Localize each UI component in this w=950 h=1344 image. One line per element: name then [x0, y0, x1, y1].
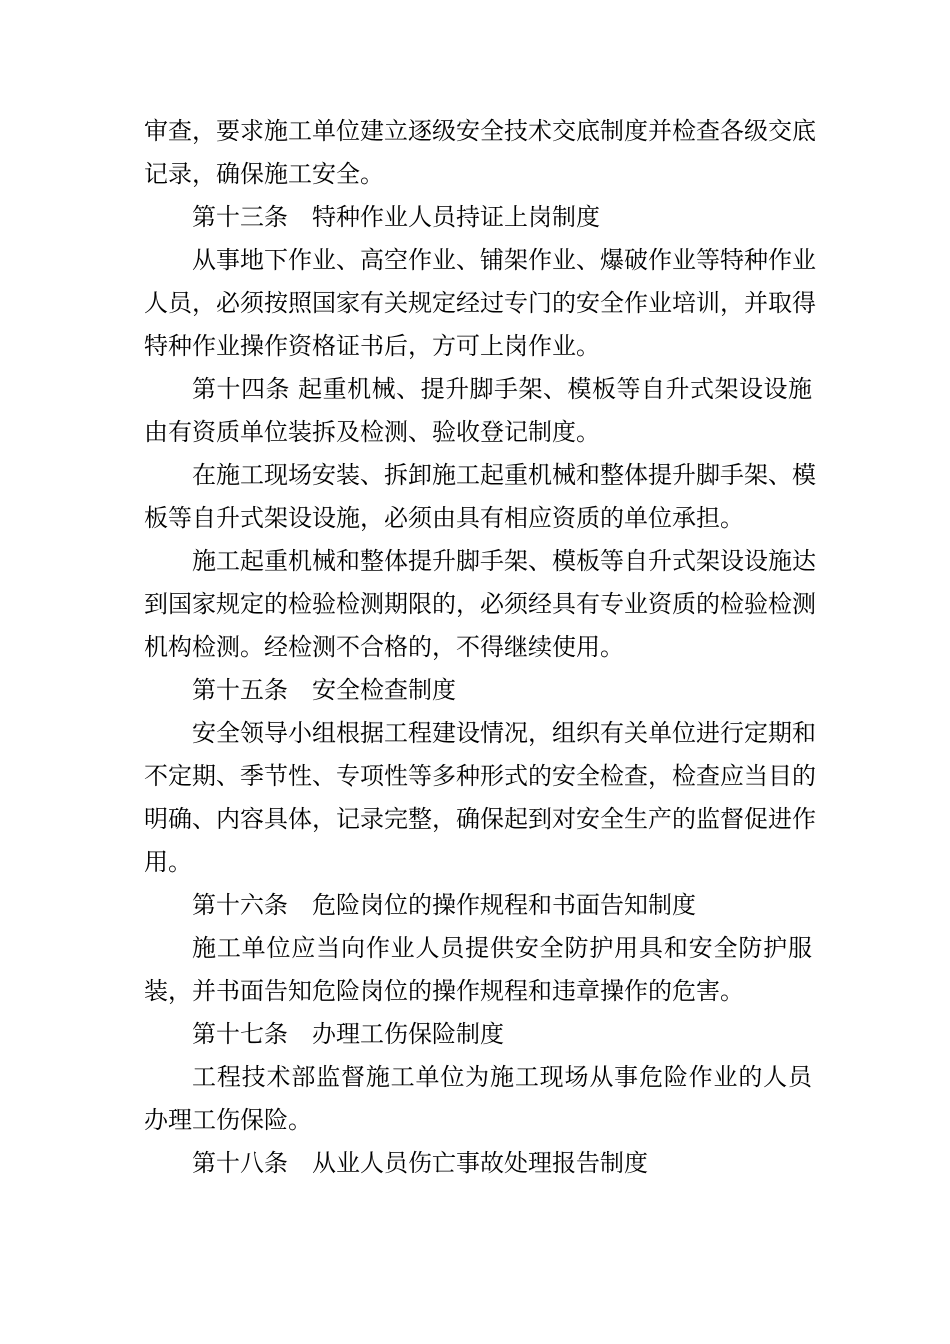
body-paragraph	[144, 540, 816, 669]
body-paragraph	[144, 712, 816, 884]
text-line: 记录，确保施工安全。	[144, 160, 384, 188]
text-line: 在施工现场安装、拆卸施工起重机械和整体提升脚手架、模	[192, 461, 816, 489]
text-line: 施工起重机械和整体提升脚手架、模板等自升式架设设施达	[192, 547, 816, 575]
text-line: 人员，必须按照国家有关规定经过专门的安全作业培训，并取得	[144, 289, 816, 317]
article-16-heading	[144, 884, 812, 927]
text-line: 装，并书面告知危险岗位的操作规程和违章操作的危害。	[144, 977, 744, 1005]
document-page	[144, 110, 816, 1185]
article-14-heading	[144, 368, 812, 454]
heading-line: 第十六条 危险岗位的操作规程和书面告知制度	[192, 891, 696, 919]
heading-line: 第十五条 安全检查制度	[192, 676, 456, 704]
text-line: 工程技术部监督施工单位为施工现场从事危险作业的人员	[192, 1063, 812, 1091]
article-13-heading	[144, 196, 812, 239]
text-line: 从事地下作业、高空作业、铺架作业、爆破作业等特种作业	[192, 246, 816, 274]
text-line: 板等自升式架设设施，必须由具有相应资质的单位承担。	[144, 504, 744, 532]
body-paragraph	[144, 1056, 812, 1142]
heading-line: 第十三条 特种作业人员持证上岗制度	[192, 203, 600, 231]
heading-line: 第十八条 从业人员伤亡事故处理报告制度	[192, 1149, 648, 1177]
heading-line: 由有资质单位装拆及检测、验收登记制度。	[144, 418, 600, 446]
text-line: 办理工伤保险。	[144, 1106, 312, 1134]
text-line: 到国家规定的检验检测期限的，必须经具有专业资质的检验检测	[144, 590, 816, 618]
body-paragraph	[144, 927, 812, 1013]
article-17-heading	[144, 1013, 812, 1056]
text-line: 特种作业操作资格证书后，方可上岗作业。	[144, 332, 600, 360]
body-paragraph	[144, 239, 816, 368]
heading-line: 第十四条 起重机械、提升脚手架、模板等自升式架设设施	[192, 375, 812, 403]
text-line: 不定期、季节性、专项性等多种形式的安全检查，检查应当目的	[144, 762, 816, 790]
text-line: 安全领导小组根据工程建设情况，组织有关单位进行定期和	[192, 719, 816, 747]
text-line: 施工单位应当向作业人员提供安全防护用具和安全防护服	[192, 934, 812, 962]
text-line: 用。	[144, 848, 192, 876]
heading-line: 第十七条 办理工伤保险制度	[192, 1020, 504, 1048]
text-line: 机构检测。经检测不合格的，不得继续使用。	[144, 633, 624, 661]
body-paragraph	[144, 110, 816, 196]
body-paragraph	[144, 454, 816, 540]
article-15-heading	[144, 669, 812, 712]
text-line: 审查，要求施工单位建立逐级安全技术交底制度并检查各级交底	[144, 117, 816, 145]
text-line: 明确、内容具体，记录完整，确保起到对安全生产的监督促进作	[144, 805, 816, 833]
article-18-heading	[144, 1142, 812, 1185]
